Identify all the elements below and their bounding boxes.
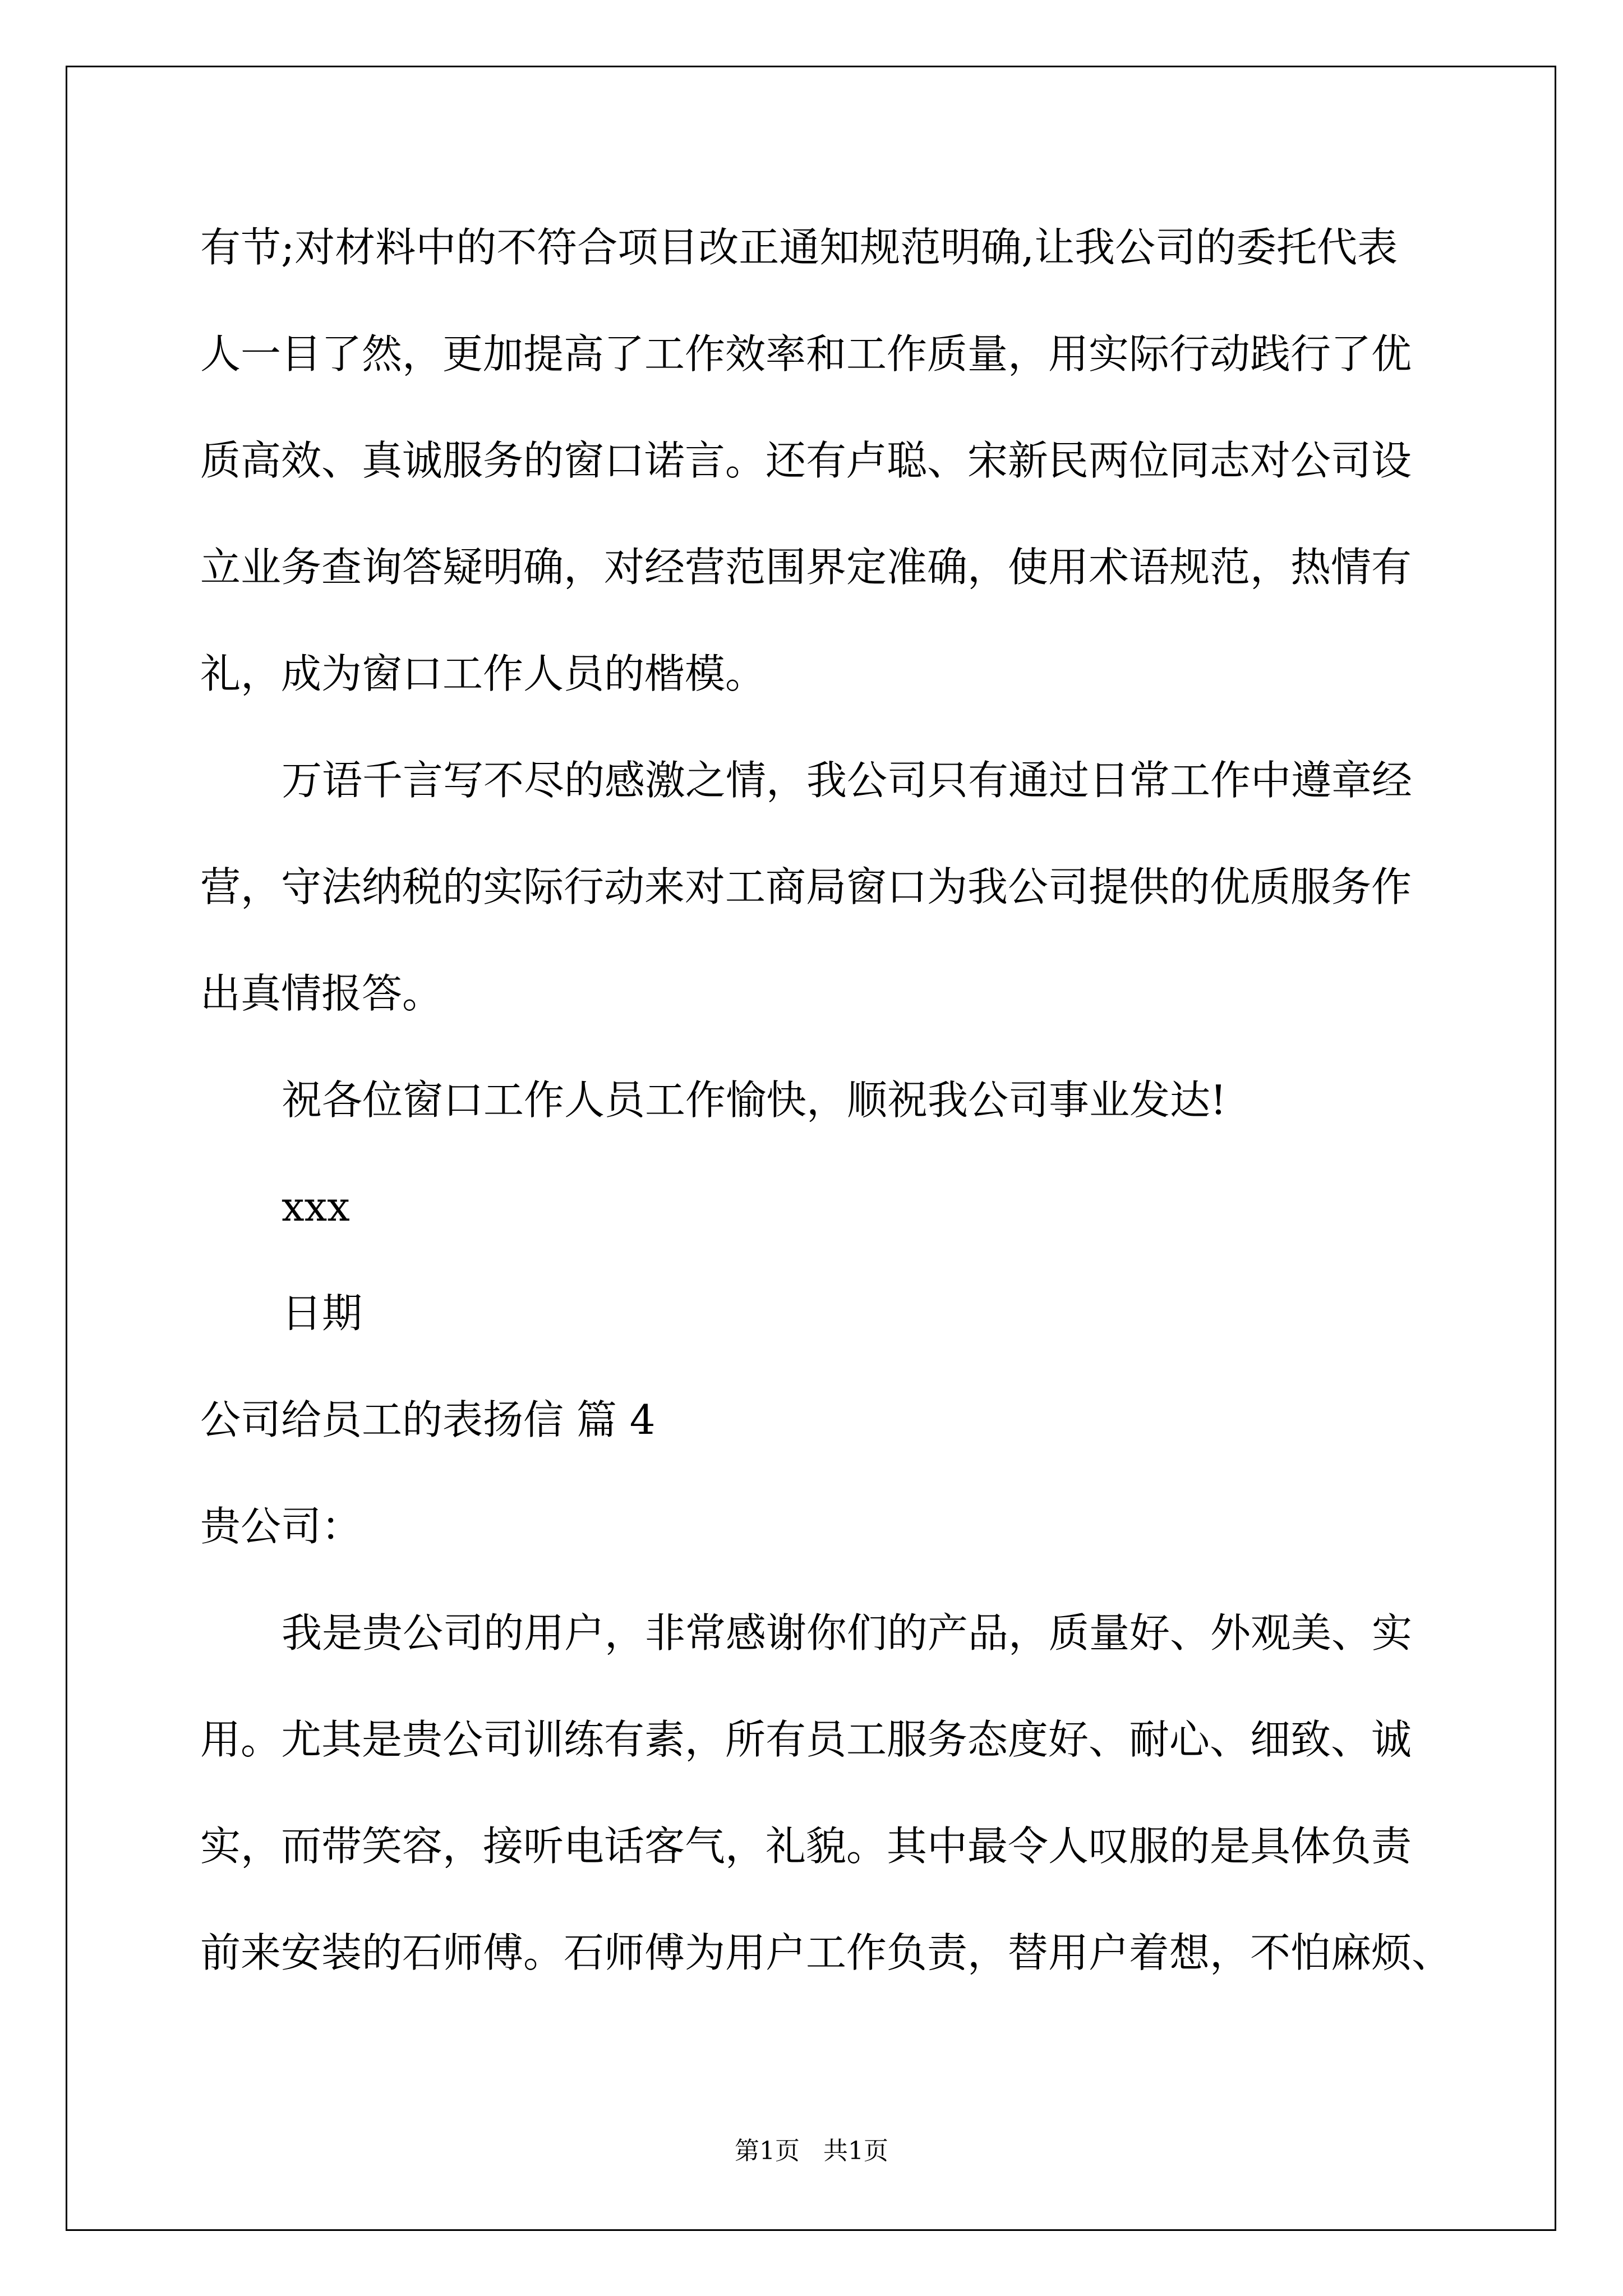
body-line: 有节;对材料中的不符合项目改正通知规范明确,让我公司的委托代表	[200, 224, 1398, 271]
closing-wish: 祝各位窗口工作人员工作愉快，顺祝我公司事业发达!	[282, 1076, 1227, 1124]
body-line: 实，而带笑容，接听电话客气，礼貌。其中最令人叹服的是具体负责	[200, 1823, 1412, 1870]
page-number-footer: 第1页 共1页	[735, 2137, 888, 2165]
paragraph-start: 万语千言写不尽的感激之情，我公司只有通过日常工作中遵章经	[282, 757, 1413, 804]
section-heading: 公司给员工的表扬信 篇 4	[200, 1396, 656, 1443]
salutation: 贵公司：	[200, 1503, 362, 1550]
body-line: 用。尤其是贵公司训练有素，所有员工服务态度好、耐心、细致、诚	[200, 1716, 1412, 1763]
page-border	[66, 66, 1556, 2231]
body-line: 出真情报答。	[200, 970, 443, 1017]
body-line: 营，守法纳税的实际行动来对工商局窗口为我公司提供的优质服务作	[200, 863, 1412, 910]
body-line: 质高效、真诚服务的窗口诺言。还有卢聪、宋新民两位同志对公司设	[200, 437, 1412, 484]
signature-name: xxx	[282, 1183, 350, 1230]
body-line: 立业务查询答疑明确，对经营范围界定准确，使用术语规范，热情有	[200, 544, 1412, 591]
body-line: 人一目了然，更加提高了工作效率和工作质量，用实际行动践行了优	[200, 330, 1412, 378]
body-line: 前来安装的石师傅。石师傅为用户工作负责，替用户着想，不怕麻烦、	[200, 1929, 1453, 1976]
paragraph-start: 我是贵公司的用户，非常感谢你们的产品，质量好、外观美、实	[282, 1609, 1413, 1657]
signature-date: 日期	[282, 1290, 363, 1337]
body-line: 礼，成为窗口工作人员的楷模。	[200, 650, 766, 697]
